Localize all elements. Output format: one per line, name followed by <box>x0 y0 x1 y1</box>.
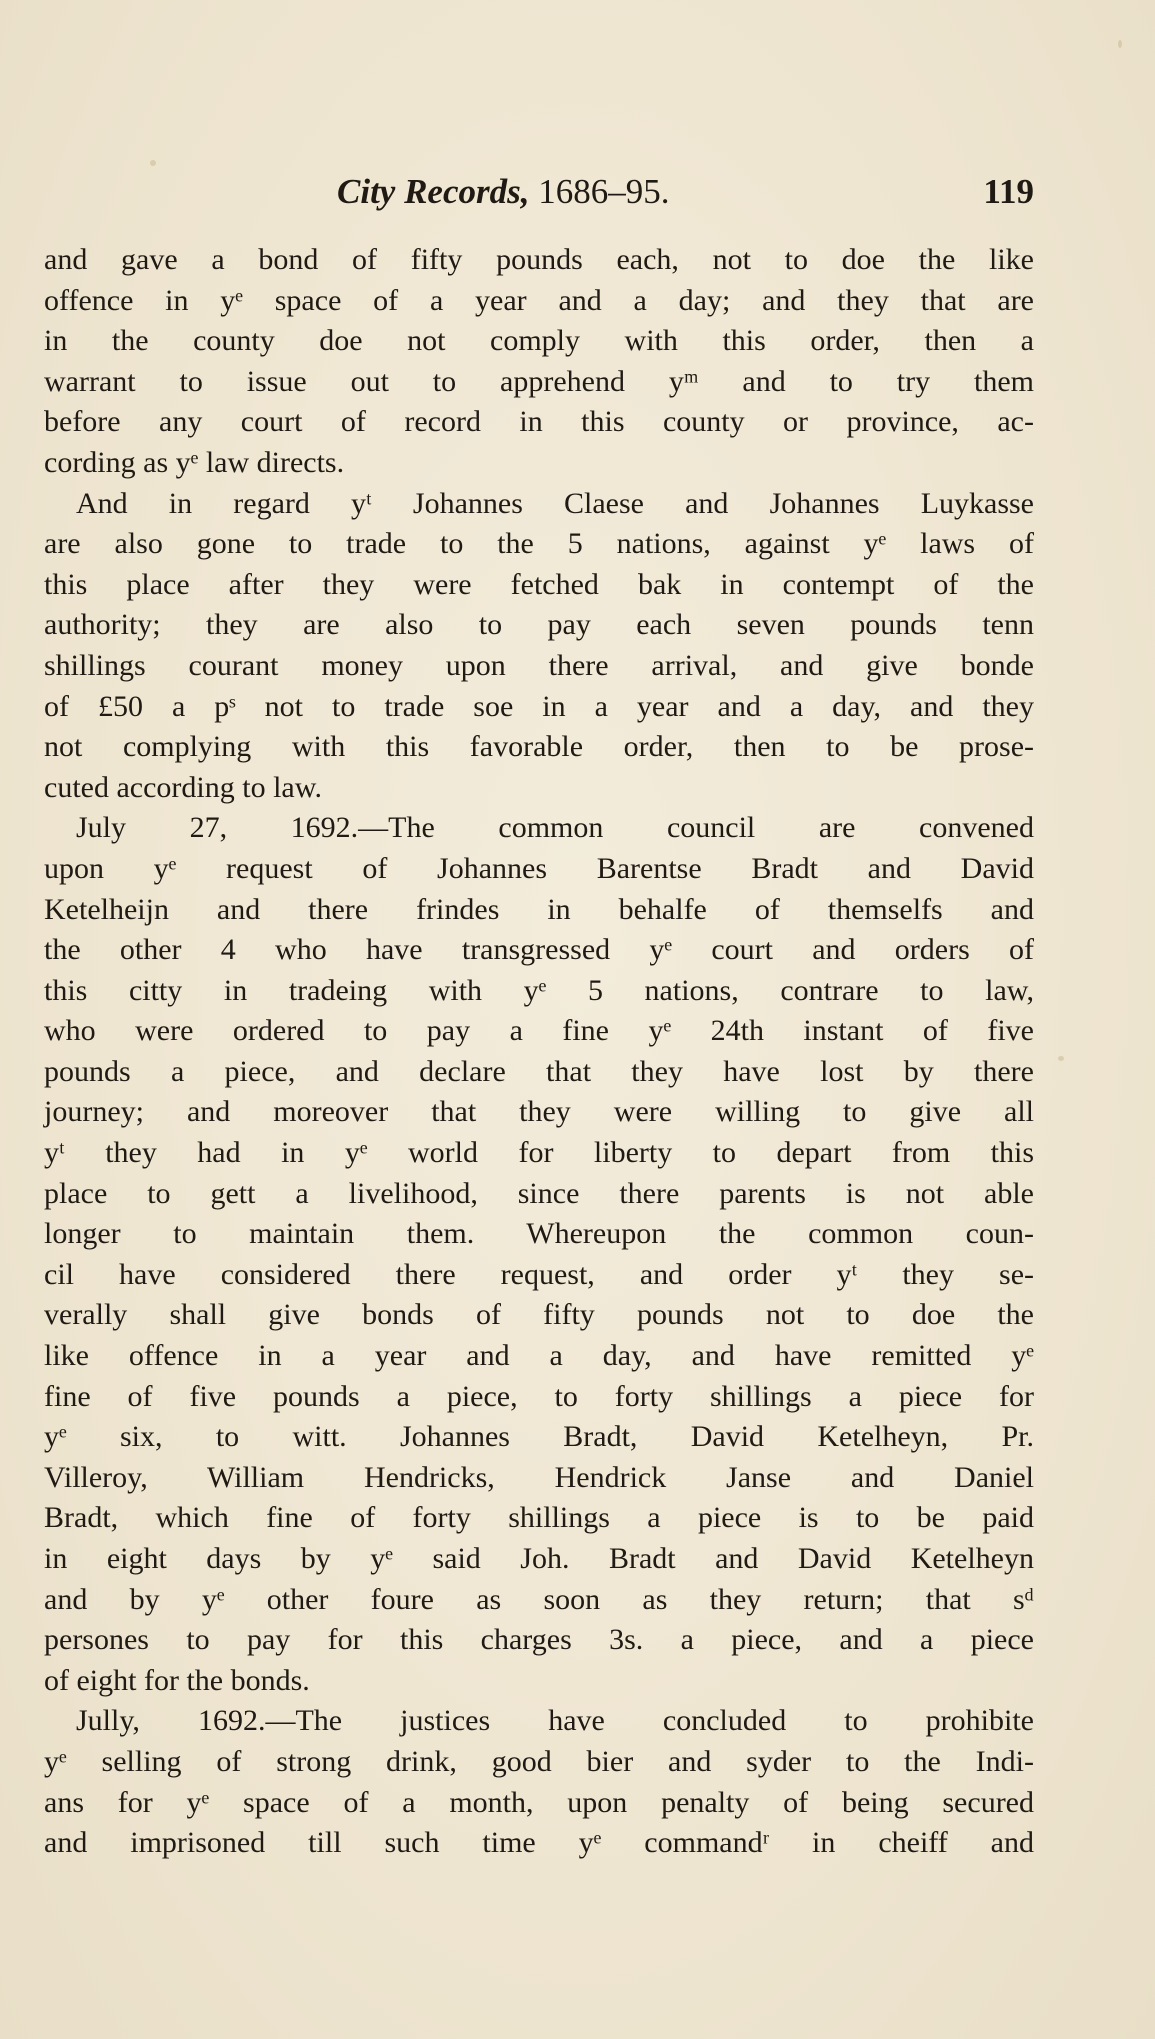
text-line: Jully, 1692.—The justices have concluded to prohibite <box>76 1704 1034 1738</box>
text-line: like offence in a year and a day, and have remitted yᵉ <box>44 1339 1034 1373</box>
paper-speck <box>1118 40 1122 48</box>
text-line: July 27, 1692.—The common council are convened <box>76 811 1034 845</box>
paper-speck <box>1058 1056 1064 1061</box>
text-line: cil have considered there request, and order yᵗ they se- <box>44 1257 1034 1291</box>
text-line: of eight for the bonds. <box>44 1663 310 1697</box>
text-line: pounds a piece, and declare that they have lost by there <box>44 1054 1034 1088</box>
text-line: not complying with this favorable order, then to be prose- <box>44 730 1034 764</box>
text-line: ans for yᵉ space of a month, upon penalty of being secured <box>44 1785 1034 1819</box>
text-line: shillings courant money upon there arrival, and give bonde <box>44 648 1034 682</box>
publication-years: 1686–95. <box>538 172 670 211</box>
running-header <box>44 172 1034 222</box>
text-line: before any court of record in this county or province, ac- <box>44 405 1034 439</box>
text-line: journey; and moreover that they were willing to give all <box>44 1095 1034 1129</box>
text-line: cuted according to law. <box>44 770 322 804</box>
text-line: this citty in tradeing with yᵉ 5 nations, contrare to law, <box>44 973 1034 1007</box>
text-line: who were ordered to pay a fine yᵉ 24th instant of five <box>44 1014 1034 1048</box>
body-text <box>44 240 1034 1864</box>
text-line: warrant to issue out to apprehend yᵐ and to try them <box>44 364 1034 398</box>
text-line: verally shall give bonds of fifty pounds not to doe the <box>44 1298 1034 1332</box>
text-line: yᵉ selling of strong drink, good bier and syder to the Indi- <box>44 1744 1034 1778</box>
text-line: the other 4 who have transgressed yᵉ court and orders of <box>44 933 1034 967</box>
text-line: this place after they were fetched bak in contempt of the <box>44 567 1034 601</box>
text-line: longer to maintain them. Whereupon the common coun- <box>44 1217 1034 1251</box>
text-line: authority; they are also to pay each seven pounds tenn <box>44 608 1034 642</box>
text-line: yᵗ they had in yᵉ world for liberty to depart from this <box>44 1136 1034 1170</box>
text-line: are also gone to trade to the 5 nations, against yᵉ laws of <box>44 527 1034 561</box>
text-line: of £50 a pˢ not to trade soe in a year and a day, and they <box>44 689 1034 723</box>
text-line: place to gett a livelihood, since there parents is not able <box>44 1176 1034 1210</box>
text-line: Villeroy, William Hendricks, Hendrick Janse and Daniel <box>44 1460 1034 1494</box>
text-line: Ketelheijn and there frindes in behalfe of themselfs and <box>44 892 1034 926</box>
text-line: in eight days by yᵉ said Joh. Bradt and David Ketelheyn <box>44 1542 1034 1575</box>
text-line: and by yᵉ other foure as soon as they return; that sᵈ <box>44 1582 1034 1616</box>
paper-speck <box>150 160 156 166</box>
text-line: upon yᵉ request of Johannes Barentse Bradt and David <box>44 851 1034 885</box>
text-line: and imprisoned till such time yᵉ commandʳ in cheiff and <box>44 1826 1034 1860</box>
publication-title: City Records, <box>337 172 530 211</box>
text-line: Bradt, which fine of forty shillings a piece is to be paid <box>44 1501 1034 1535</box>
text-line: fine of five pounds a piece, to forty shillings a piece for <box>44 1379 1034 1413</box>
running-title <box>337 172 669 212</box>
text-line: yᵉ six, to witt. Johannes Bradt, David Ketelheyn, Pr. <box>44 1420 1034 1454</box>
text-line: in the county doe not comply with this order, then a <box>44 324 1034 358</box>
text-line: cording as yᵉ law directs. <box>44 445 345 479</box>
text-line: persones to pay for this charges 3s. a piece, and a piece <box>44 1623 1034 1657</box>
text-line: and gave a bond of fifty pounds each, not to doe the like <box>44 243 1034 276</box>
text-line: offence in yᵉ space of a year and a day; and they that are <box>44 283 1034 317</box>
page-number: 119 <box>983 172 1034 211</box>
text-line: And in regard yᵗ Johannes Claese and Johannes Luykasse <box>76 486 1034 520</box>
